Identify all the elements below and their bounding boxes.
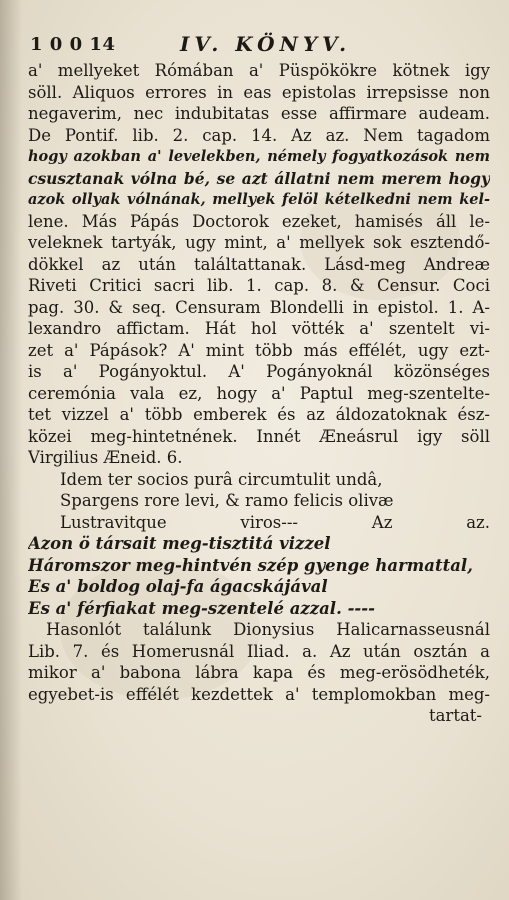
gutter-shadow [0,0,22,900]
text-line: tartat- [428,706,482,725]
text-line: Virgilius Æneid. 6. [28,448,183,467]
text-line: közei meg-hintetnének. Innét Æneásrul igy söll [28,426,490,446]
text-line: Háromszor meg-hintvén szép gyenge harmattal, [28,555,473,575]
text-line: hogy azokban a' levelekben, némely fogyatkozások nem [28,148,490,165]
text-line: Lib. 7. és Homerusnál Iliad. a. Az után osztán a [28,641,490,661]
text-line: zet a' Pápások? A' mint több más effélét, ugy ezt- [28,340,490,360]
text-line: lene. Más Pápás Doctorok ezeket, hamisés áll le- [28,211,490,231]
text-line: a' mellyeket Rómában a' Püspökökre kötnek igy [28,61,490,80]
page-number: 1 0 0 14 [30,34,116,55]
text-line: lexandro affictam. Hát hol vötték a' szentelt vi- [28,319,490,338]
text-line: Azon ö társait meg-tisztitá vizzel [28,534,331,553]
page-header [30,34,500,60]
text-line: Lustravitque viros--- Az az. [60,512,490,532]
text-line: Riveti Critici sacri lib. 1. cap. 8. & Censur. Coci [28,276,490,295]
text-line: Idem ter socios purâ circumtulit undâ, [60,469,383,489]
text-line: dökkel az után találtattanak. Lásd-meg Andreæ [28,254,490,274]
text-line: azok ollyak vólnának, mellyek felöl kételkedni nem kel- [28,191,490,208]
running-head: IV. KÖNYV. [180,32,352,56]
text-line: negaverim, nec indubitatas esse affirmare audeam. [28,104,490,123]
text-line: tet vizzel a' több emberek és az áldozatoknak ész- [28,405,490,424]
text-line: söll. Aliquos errores in eas epistolas irrepsisse non [28,82,490,102]
text-line: pag. 30. & seq. Censuram Blondelli in epistol. 1. A- [28,297,490,317]
text-line: Spargens rore levi, & ramo felicis olivæ [60,491,394,510]
text-line: ceremónia vala ez, hogy a' Paptul meg-szentelte- [28,383,490,403]
text-line: mikor a' babona lábra kapa és meg-erösödheték, [28,663,490,682]
text-line: egyebet-is effélét kezdettek a' templomokban meg- [28,684,490,704]
text-line: is a' Pogányoktul. A' Pogányoknál közönséges [28,362,490,381]
text-line: De Pontif. lib. 2. cap. 14. Az az. Nem tagadom [28,125,490,145]
text-line: Es a' férfiakat meg-szentelé azzal. ---- [28,598,375,618]
text-block [28,60,490,727]
text-line: csusztanak vólna bé, se azt állatni nem merem hogy [28,168,490,188]
text-line: Es a' boldog olaj-fa ágacskájával [28,577,328,596]
text-line: Hasonlót találunk Dionysius Halicarnasseusnál [46,620,490,639]
text-line: veleknek tartyák, ugy mint, a' mellyek sok esztendő- [28,233,490,252]
